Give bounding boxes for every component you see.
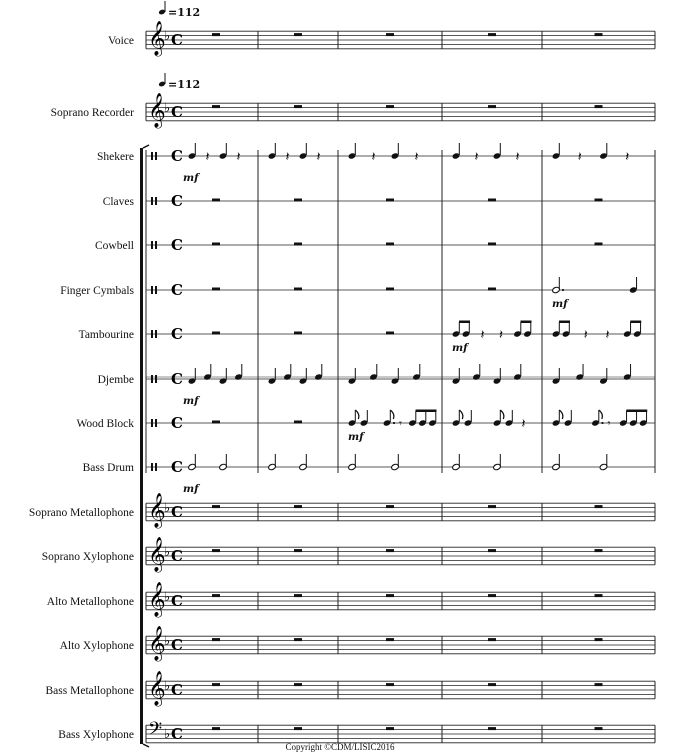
staff-label: Soprano Xylophone: [41, 551, 134, 563]
whole-rest: [595, 549, 603, 552]
whole-rest: [595, 505, 603, 508]
quarter-rest: 𝄽: [605, 328, 610, 343]
whole-rest: [386, 683, 394, 686]
beam: [626, 410, 647, 413]
copyright-text: Copyright ©CDM/LISIC2016: [285, 742, 395, 752]
dynamic-marking: mf: [348, 431, 364, 443]
whole-rest: [294, 421, 302, 424]
whole-rest: [294, 683, 302, 686]
note-flag: [355, 410, 359, 419]
whole-rest: [212, 594, 220, 597]
augmentation-dot: [562, 289, 564, 291]
staff-label: Alto Metallophone: [46, 596, 134, 608]
common-time: C: [171, 725, 183, 743]
percussion-clef: [151, 375, 153, 383]
augmentation-dot: [393, 422, 395, 424]
whole-rest: [294, 594, 302, 597]
dynamic-marking: mf: [183, 483, 199, 495]
instrument-labels: [29, 35, 135, 741]
dynamic-marking: mf: [452, 342, 468, 354]
whole-rest: [386, 505, 394, 508]
percussion-clef: [151, 152, 153, 160]
dynamic-marking: mf: [183, 395, 199, 407]
flat-key-signature: ♭: [164, 590, 171, 605]
whole-rest: [595, 638, 603, 641]
percussion-clef: [155, 286, 157, 294]
quarter-rest: 𝄽: [521, 417, 526, 432]
percussion-clef: [155, 463, 157, 471]
beam: [630, 321, 641, 324]
eighth-rest: 𝄾: [399, 417, 402, 430]
quarter-rest: 𝄽: [205, 150, 210, 165]
quarter-rest: 𝄽: [414, 150, 419, 165]
beam: [521, 321, 532, 324]
note-flag: [390, 410, 394, 419]
percussion-clef: [151, 241, 153, 249]
percussion-clef: [155, 197, 157, 205]
staff-label: Tambourine: [78, 329, 134, 341]
treble-clef: 𝄞: [148, 21, 166, 56]
whole-rest: [386, 199, 394, 202]
system-bracket: [140, 148, 143, 744]
percussion-clef: [151, 197, 153, 205]
whole-rest: [212, 421, 220, 424]
quarter-rest: 𝄽: [577, 150, 582, 165]
staff-label: Alto Xylophone: [59, 640, 134, 652]
whole-rest: [488, 727, 496, 730]
bracket-hook: [143, 744, 149, 747]
beam: [416, 410, 437, 413]
whole-rest: [488, 288, 496, 291]
common-time: C: [171, 147, 183, 165]
note-flag: [599, 410, 603, 419]
flat-key-signature: ♭: [164, 727, 171, 742]
whole-rest: [386, 332, 394, 335]
beam: [459, 321, 470, 324]
common-time: C: [171, 281, 183, 299]
whole-rest: [294, 638, 302, 641]
common-time: C: [171, 681, 183, 699]
note-flag: [500, 410, 504, 419]
note-flag: [459, 410, 463, 419]
whole-rest: [488, 243, 496, 246]
whole-rest: [386, 243, 394, 246]
staff-label: Bass Metallophone: [45, 685, 134, 697]
whole-rest: [212, 105, 220, 108]
whole-rest: [212, 683, 220, 686]
staff-label: Shekere: [96, 151, 134, 163]
quarter-rest: 𝄽: [474, 150, 479, 165]
treble-clef: 𝄞: [148, 626, 166, 661]
quarter-rest: 𝄽: [583, 328, 588, 343]
common-time: C: [171, 31, 183, 49]
whole-rest: [488, 549, 496, 552]
percussion-clef: [151, 286, 153, 294]
whole-rest: [595, 105, 603, 108]
percussion-clef: [155, 241, 157, 249]
staff-label: Bass Drum: [82, 462, 134, 474]
common-time: C: [171, 458, 183, 476]
whole-rest: [212, 505, 220, 508]
staff-label: Voice: [108, 35, 134, 47]
staff-label: Soprano Recorder: [50, 107, 134, 119]
whole-rest: [294, 105, 302, 108]
quarter-rest: 𝄽: [371, 150, 376, 165]
staff-label: Cowbell: [95, 240, 134, 252]
whole-rest: [294, 243, 302, 246]
whole-rest: [386, 105, 394, 108]
common-time: C: [171, 547, 183, 565]
tempo-marking: =112: [168, 78, 201, 91]
dynamic-marking: mf: [183, 172, 199, 184]
whole-rest: [294, 332, 302, 335]
staff-label: Bass Xylophone: [58, 729, 134, 741]
whole-rest: [212, 727, 220, 730]
whole-rest: [294, 727, 302, 730]
common-time: C: [171, 236, 183, 254]
percussion-clef: [155, 330, 157, 338]
quarter-rest: 𝄽: [625, 150, 630, 165]
common-time: C: [171, 370, 183, 388]
percussion-clef: [155, 152, 157, 160]
common-time: C: [171, 103, 183, 121]
whole-rest: [212, 288, 220, 291]
whole-rest: [488, 33, 496, 36]
note-flag: [559, 410, 563, 419]
flat-key-signature: ♭: [164, 545, 171, 560]
quarter-rest: 𝄽: [499, 328, 503, 343]
treble-clef: 𝄞: [148, 537, 166, 572]
whole-rest: [488, 683, 496, 686]
flat-key-signature: ♭: [164, 679, 171, 694]
percussion-clef: [155, 419, 157, 427]
eighth-rest: 𝄾: [607, 417, 611, 430]
staff-label: Soprano Metallophone: [28, 507, 134, 519]
quarter-rest: 𝄽: [480, 328, 485, 343]
whole-rest: [488, 638, 496, 641]
common-time: C: [171, 192, 183, 210]
percussion-clef: [151, 330, 153, 338]
whole-rest: [488, 199, 496, 202]
bass-clef: 𝄢: [148, 719, 163, 744]
treble-clef: 𝄞: [148, 582, 166, 617]
common-time: C: [171, 503, 183, 521]
flat-key-signature: ♭: [164, 634, 171, 649]
treble-clef: 𝄞: [148, 671, 166, 706]
flat-key-signature: ♭: [164, 501, 171, 516]
staff-label: Wood Block: [76, 418, 134, 430]
percussion-clef: [155, 375, 157, 383]
whole-rest: [488, 594, 496, 597]
quarter-rest: 𝄽: [316, 150, 321, 165]
percussion-clef: [151, 419, 153, 427]
whole-rest: [386, 727, 394, 730]
augmentation-dot: [601, 422, 603, 424]
whole-rest: [595, 243, 603, 246]
whole-rest: [386, 549, 394, 552]
tempo-marking: =112: [168, 6, 201, 19]
flat-key-signature: ♭: [164, 29, 171, 44]
common-time: C: [171, 325, 183, 343]
whole-rest: [294, 33, 302, 36]
whole-rest: [294, 549, 302, 552]
treble-clef: 𝄞: [148, 493, 166, 528]
staff-label: Claves: [102, 196, 134, 208]
quarter-rest: 𝄽: [515, 150, 520, 165]
notation: [148, 1, 648, 744]
whole-rest: [595, 199, 603, 202]
dynamic-marking: mf: [552, 298, 568, 310]
whole-rest: [212, 332, 220, 335]
percussion-clef: [151, 463, 153, 471]
whole-rest: [212, 243, 220, 246]
whole-rest: [294, 199, 302, 202]
flat-key-signature: ♭: [164, 101, 171, 116]
beam: [559, 321, 570, 324]
staff-label: Djembe: [97, 374, 134, 386]
common-time: C: [171, 592, 183, 610]
common-time: C: [171, 414, 183, 432]
whole-rest: [386, 288, 394, 291]
whole-rest: [212, 638, 220, 641]
treble-clef: 𝄞: [148, 93, 166, 128]
whole-rest: [212, 549, 220, 552]
whole-rest: [294, 288, 302, 291]
whole-rest: [595, 727, 603, 730]
staff-label: Finger Cymbals: [60, 285, 134, 297]
whole-rest: [386, 638, 394, 641]
whole-rest: [595, 33, 603, 36]
whole-rest: [595, 594, 603, 597]
bracket-hook: [143, 145, 149, 148]
whole-rest: [212, 199, 220, 202]
common-time: C: [171, 636, 183, 654]
whole-rest: [386, 594, 394, 597]
whole-rest: [488, 505, 496, 508]
whole-rest: [294, 505, 302, 508]
whole-rest: [595, 683, 603, 686]
quarter-rest: 𝄽: [285, 150, 290, 165]
whole-rest: [212, 33, 220, 36]
whole-rest: [386, 33, 394, 36]
whole-rest: [488, 105, 496, 108]
quarter-rest: 𝄽: [236, 150, 241, 165]
